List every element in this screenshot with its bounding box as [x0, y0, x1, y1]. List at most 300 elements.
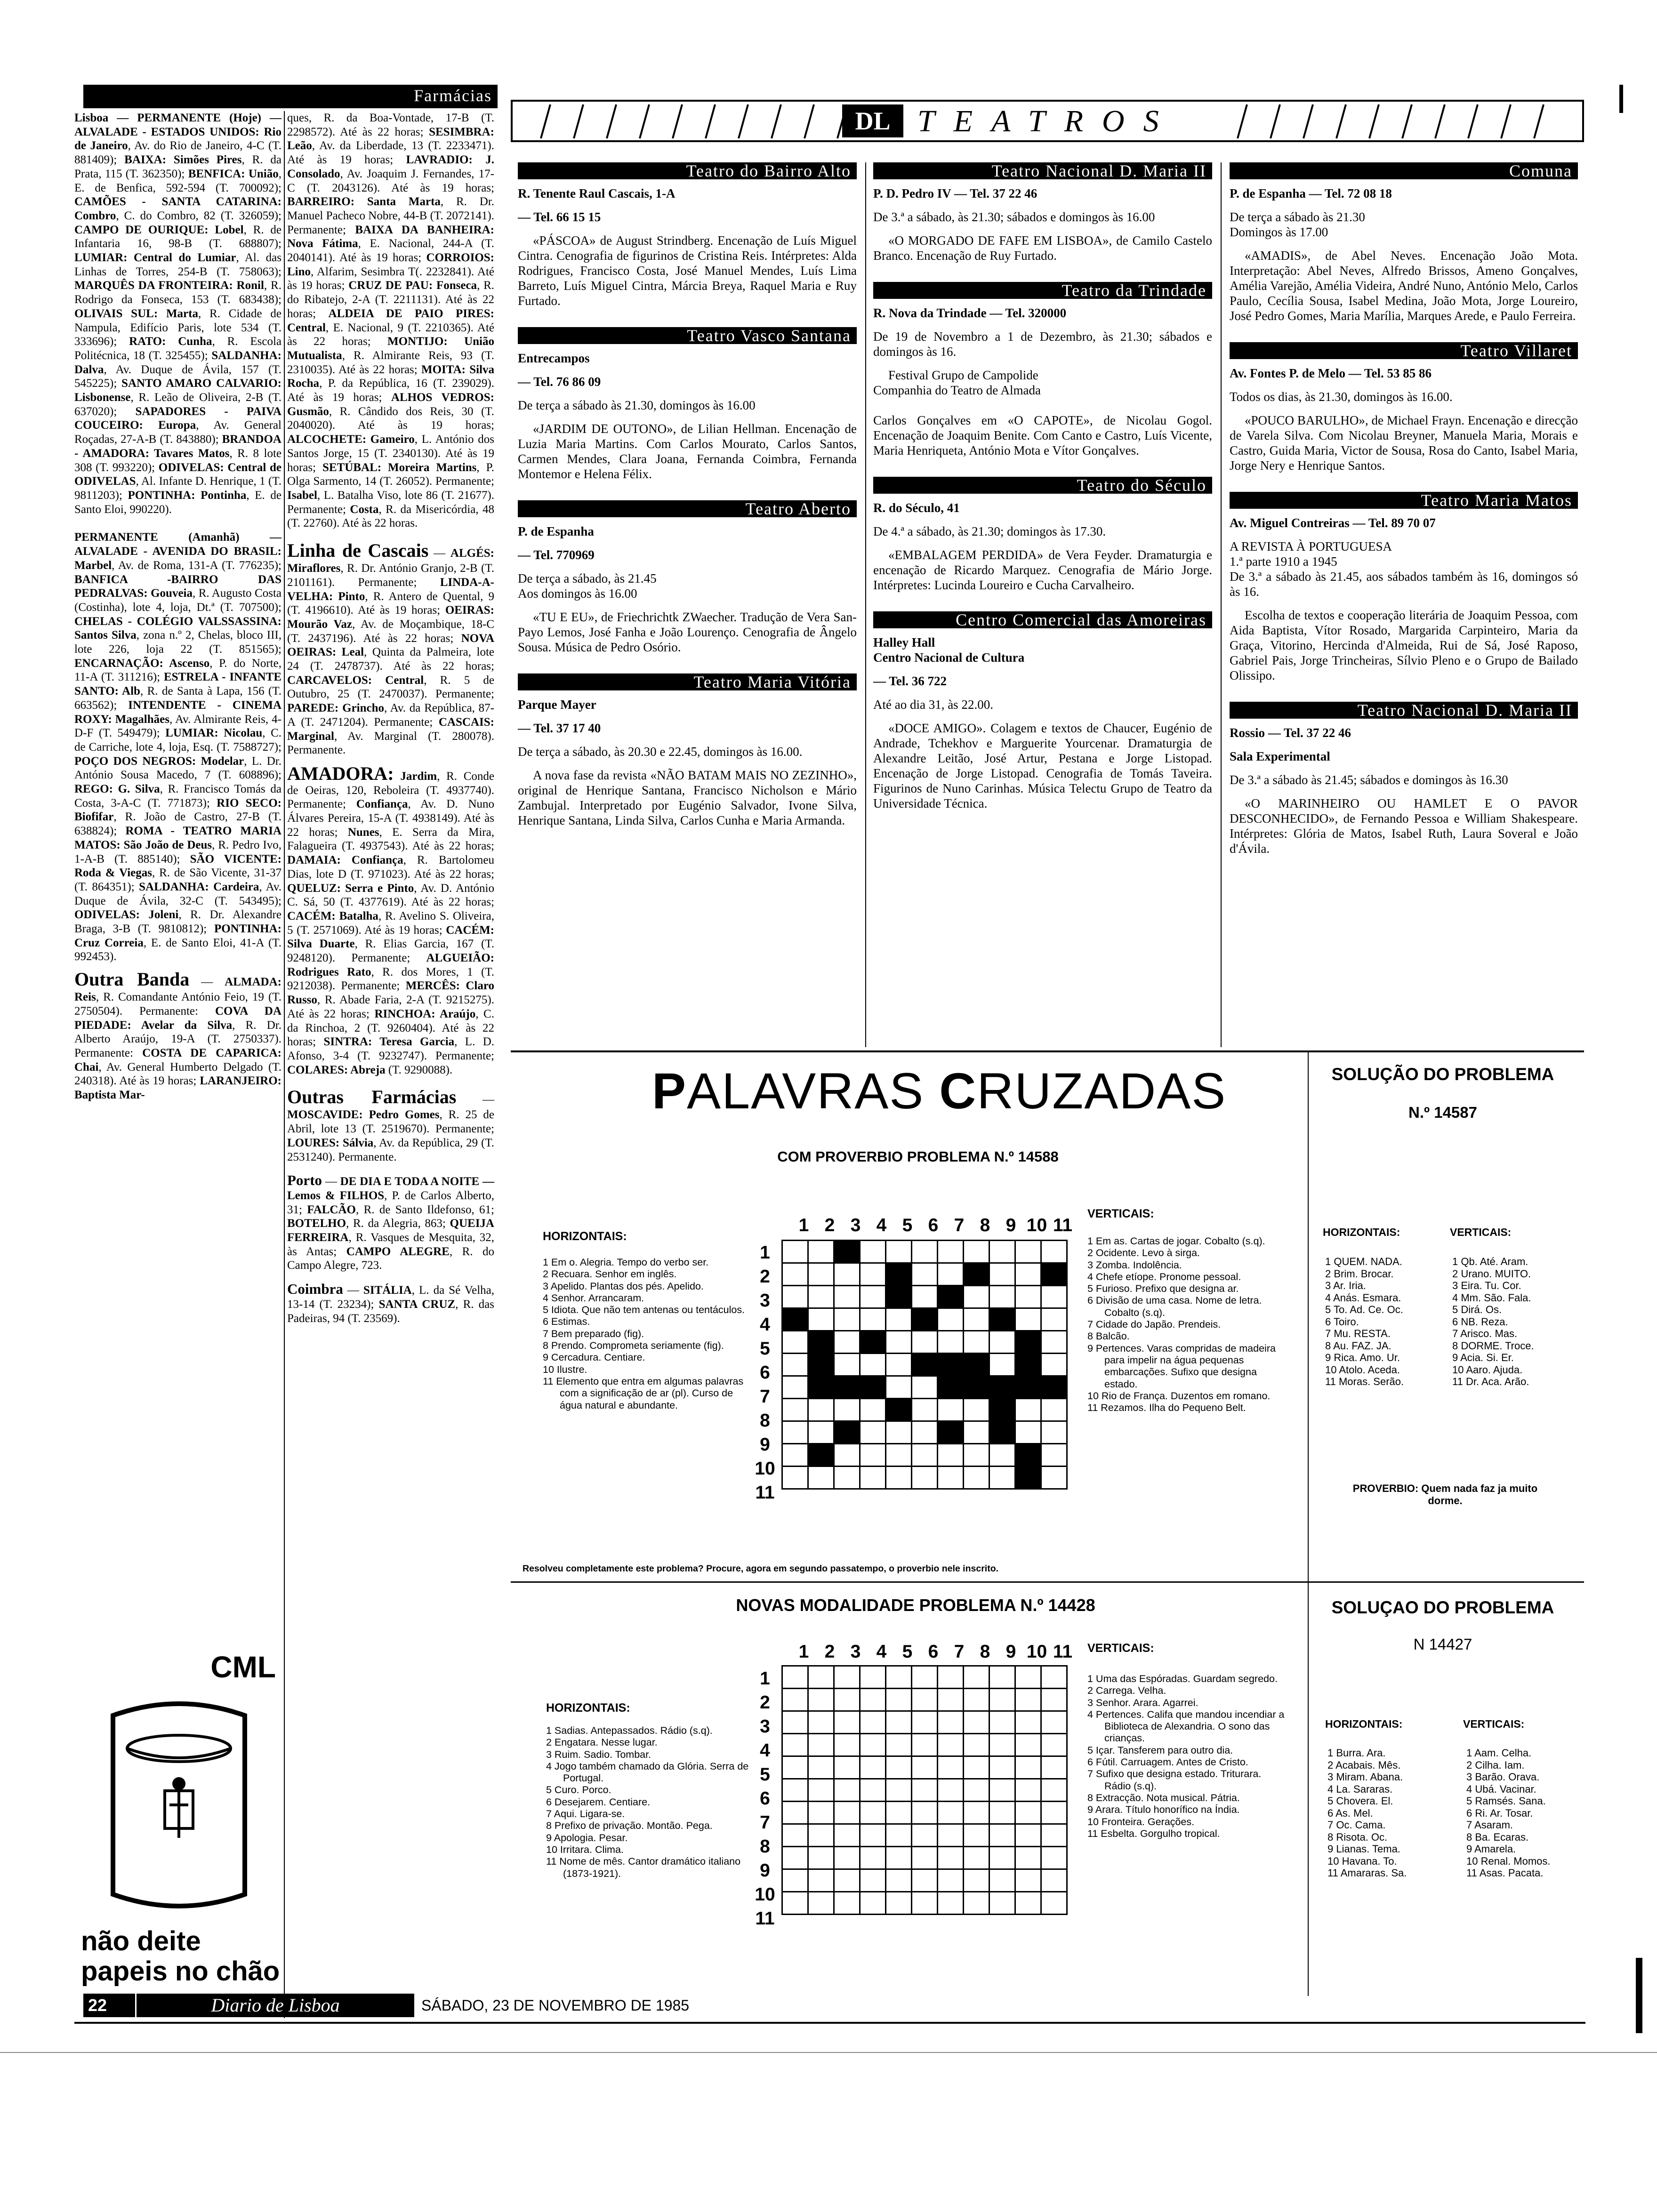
grid-cell[interactable]: [834, 1354, 860, 1376]
clue-item: 11 Dr. Aca. Arão.: [1452, 1376, 1529, 1387]
grid-cell[interactable]: [1041, 1331, 1067, 1354]
grid-cell[interactable]: [989, 1779, 1015, 1802]
grid-cell[interactable]: [912, 1734, 938, 1756]
grid-cell[interactable]: [912, 1779, 938, 1802]
grid-cell[interactable]: [834, 1847, 860, 1869]
grid-cell[interactable]: [886, 1241, 912, 1263]
theatre-listing: [873, 162, 1212, 263]
grid-cell[interactable]: [782, 1869, 808, 1892]
grid-cell[interactable]: [989, 1467, 1015, 1489]
grid-cell[interactable]: [964, 1308, 989, 1331]
grid-cell[interactable]: [782, 1824, 808, 1847]
grid-cell[interactable]: [808, 1467, 834, 1489]
clue-item: 11 Moras. Serão.: [1325, 1376, 1404, 1387]
grid-cell[interactable]: [964, 1892, 989, 1915]
grid-cell[interactable]: [782, 1263, 808, 1286]
grid-cell[interactable]: [782, 1779, 808, 1802]
grid-cell[interactable]: [782, 1421, 808, 1444]
cml-logo: CML: [210, 1650, 276, 1684]
grid-cell[interactable]: [834, 1331, 860, 1354]
grid-cell[interactable]: [860, 1263, 886, 1286]
grid-cell[interactable]: [1015, 1286, 1041, 1308]
crossword2-grid[interactable]: [781, 1665, 1068, 1915]
theatre-listing: [518, 327, 857, 481]
grid-cell[interactable]: [1041, 1892, 1067, 1915]
grid-cell[interactable]: [964, 1286, 989, 1308]
grid-cell[interactable]: [1015, 1734, 1041, 1756]
grid-cell[interactable]: [782, 1354, 808, 1376]
grid-cell[interactable]: [964, 1802, 989, 1824]
grid-cell[interactable]: [1041, 1689, 1067, 1711]
clue-item: 9 Cercadura. Centiare.: [543, 1352, 645, 1363]
masthead: Diario de Lisboa: [137, 1994, 414, 2017]
grid-cell[interactable]: [1015, 1689, 1041, 1711]
grid-black-cell: [886, 1286, 912, 1308]
grid-cell[interactable]: [938, 1711, 964, 1734]
grid-cell[interactable]: [808, 1286, 834, 1308]
theatre-show: Festival Grupo de Campolide Companhia do Teatro de Almada Carlos Gonçalves em «O CAPOTE», de Nicolau Gogol. Encenação de Joaquim Benite. Com Canto e Castro, Luís Vicente, Maria Henriqueta, António Mota e Vítor Gonçalves.: [873, 368, 1212, 457]
grid-cell[interactable]: [989, 1286, 1015, 1308]
grid-cell[interactable]: [808, 1399, 834, 1421]
grid-cell[interactable]: [964, 1241, 989, 1263]
grid-cell[interactable]: [782, 1756, 808, 1779]
clue-item: 4 Jogo também chamado da Glória. Serra de Portugal.: [546, 1760, 749, 1784]
grid-cell[interactable]: [782, 1467, 808, 1489]
clue-item: 10 Fronteira. Gerações.: [1087, 1816, 1195, 1827]
grid-cell[interactable]: [1041, 1286, 1067, 1308]
clue-item: 6 Fútil. Carruagem. Antes de Cristo.: [1087, 1756, 1248, 1768]
grid-cell[interactable]: [860, 1802, 886, 1824]
grid-cell[interactable]: [912, 1263, 938, 1286]
clue-item: 7 Oc. Cama.: [1327, 1819, 1386, 1831]
grid-cell[interactable]: [964, 1847, 989, 1869]
grid-cell[interactable]: [1015, 1824, 1041, 1847]
grid-cell[interactable]: [1041, 1308, 1067, 1331]
grid-column-number: 9: [1005, 1215, 1016, 1235]
grid-cell[interactable]: [912, 1421, 938, 1444]
grid-cell[interactable]: [989, 1666, 1015, 1689]
grid-cell[interactable]: [938, 1331, 964, 1354]
grid-black-cell: [989, 1308, 1015, 1331]
clue-item: 9 Amarela.: [1466, 1843, 1516, 1855]
grid-cell[interactable]: [886, 1802, 912, 1824]
grid-cell[interactable]: [989, 1802, 1015, 1824]
clue-item: 3 Ruim. Sadio. Tombar.: [546, 1748, 652, 1760]
grid-cell[interactable]: [1041, 1241, 1067, 1263]
grid-cell[interactable]: [886, 1779, 912, 1802]
clue-item: 4 Ubá. Vacinar.: [1466, 1783, 1536, 1795]
grid-cell[interactable]: [964, 1666, 989, 1689]
pharmacies-column-2: [287, 111, 494, 1325]
clue-item: 6 Toiro.: [1325, 1315, 1359, 1328]
theatre-show: «TU E EU», de Friechrichtk ZWaecher. Tradução de Vera San-Payo Lemos, José Fanha e João Lourenço. Cenografia de Ângelo Sousa. Música de Pedro Osório.: [518, 610, 857, 654]
grid-cell[interactable]: [782, 1241, 808, 1263]
grid-cell[interactable]: [1015, 1711, 1041, 1734]
grid-cell[interactable]: [912, 1847, 938, 1869]
grid-cell[interactable]: [912, 1331, 938, 1354]
dl-logo: DL: [842, 104, 903, 137]
theatre-show: «AMADIS», de Abel Neves. Encenação João Mota. Interpretação: Abel Neves, Alfredo Brissos, Ameno Gonçalves, Amélia Varejão, Amélia Videira, André Nuno, António Melo, Carlos Paulo, Cecília Sousa, Isabel Medina, João Mota, Jorge Loureiro, José Pedro Gomes, Maria Marília, Marques Arede, e Paulo Ferreira.: [1230, 248, 1578, 323]
grid-cell[interactable]: [938, 1802, 964, 1824]
grid-cell[interactable]: [886, 1666, 912, 1689]
grid-cell[interactable]: [886, 1331, 912, 1354]
grid-black-cell: [834, 1421, 860, 1444]
grid-cell[interactable]: [834, 1734, 860, 1756]
grid-cell[interactable]: [860, 1756, 886, 1779]
grid-cell[interactable]: [989, 1847, 1015, 1869]
grid-cell[interactable]: [834, 1869, 860, 1892]
grid-cell[interactable]: [989, 1263, 1015, 1286]
grid-cell[interactable]: [860, 1666, 886, 1689]
grid-cell[interactable]: [834, 1666, 860, 1689]
grid-cell[interactable]: [782, 1847, 808, 1869]
grid-cell[interactable]: [886, 1892, 912, 1915]
grid-cell[interactable]: [808, 1756, 834, 1779]
crossword1-verticais: [1087, 1235, 1285, 1414]
grid-black-cell: [808, 1331, 834, 1354]
grid-cell[interactable]: [860, 1689, 886, 1711]
theatre-listing: [518, 500, 857, 655]
clue-item: 4 Senhor. Arrancaram.: [543, 1292, 644, 1304]
clue-item: 6 NB. Reza.: [1452, 1315, 1508, 1328]
grid-cell[interactable]: [1041, 1421, 1067, 1444]
crossword2-verticais: [1087, 1673, 1290, 1840]
clue-item: 8 Extracção. Nota musical. Pátria.: [1087, 1792, 1240, 1803]
grid-cell[interactable]: [782, 1802, 808, 1824]
grid-cell[interactable]: [1041, 1734, 1067, 1756]
grid-cell[interactable]: [860, 1734, 886, 1756]
grid-cell[interactable]: [1041, 1779, 1067, 1802]
grid-cell[interactable]: [989, 1869, 1015, 1892]
crossword2-horizontais: [546, 1725, 753, 1880]
grid-cell[interactable]: [989, 1444, 1015, 1467]
grid-cell[interactable]: [834, 1711, 860, 1734]
grid-cell[interactable]: [912, 1286, 938, 1308]
grid-cell[interactable]: [1015, 1779, 1041, 1802]
grid-cell[interactable]: [912, 1666, 938, 1689]
grid-cell[interactable]: [834, 1399, 860, 1421]
grid-black-cell: [938, 1421, 964, 1444]
grid-cell[interactable]: [808, 1666, 834, 1689]
grid-cell[interactable]: [989, 1331, 1015, 1354]
grid-cell[interactable]: [938, 1847, 964, 1869]
grid-cell[interactable]: [886, 1756, 912, 1779]
grid-cell[interactable]: [1041, 1354, 1067, 1376]
grid-cell[interactable]: [938, 1666, 964, 1689]
grid-cell[interactable]: [834, 1779, 860, 1802]
grid-cell[interactable]: [808, 1421, 834, 1444]
grid-cell[interactable]: [886, 1308, 912, 1331]
grid-cell[interactable]: [860, 1444, 886, 1467]
grid-cell[interactable]: [860, 1308, 886, 1331]
theatre-name: Teatro Aberto: [518, 500, 857, 517]
grid-column-number: 1: [798, 1215, 809, 1235]
grid-row-number: 4: [760, 1314, 770, 1335]
grid-column-number: 11: [1053, 1642, 1073, 1662]
crossword2-row-numbers: [753, 1668, 777, 1951]
grid-cell[interactable]: [1041, 1666, 1067, 1689]
grid-cell[interactable]: [938, 1241, 964, 1263]
grid-cell[interactable]: [808, 1779, 834, 1802]
grid-cell[interactable]: [808, 1263, 834, 1286]
grid-cell[interactable]: [1015, 1241, 1041, 1263]
clue-item: 7 Sufixo que designa estado. Triturara. Rádio (s.q).: [1087, 1768, 1262, 1792]
theatre-listing: [873, 282, 1212, 458]
grid-cell[interactable]: [1015, 1399, 1041, 1421]
grid-column-number: 4: [876, 1642, 887, 1662]
grid-cell[interactable]: [938, 1869, 964, 1892]
grid-cell[interactable]: [989, 1241, 1015, 1263]
grid-cell[interactable]: [1015, 1802, 1041, 1824]
cml-advert: [75, 1645, 281, 2003]
grid-cell[interactable]: [938, 1756, 964, 1779]
grid-cell[interactable]: [938, 1444, 964, 1467]
grid-cell[interactable]: [912, 1467, 938, 1489]
clue-item: 9 Acia. Si. Er.: [1452, 1352, 1514, 1363]
grid-cell[interactable]: [1015, 1869, 1041, 1892]
theatre-address: R. do Século, 41: [873, 501, 960, 515]
grid-cell[interactable]: [782, 1286, 808, 1308]
grid-cell[interactable]: [964, 1869, 989, 1892]
grid-cell[interactable]: [834, 1286, 860, 1308]
grid-row-number: 8: [760, 1836, 770, 1857]
grid-cell[interactable]: [912, 1869, 938, 1892]
solution1-horizontais: [1325, 1256, 1445, 1388]
grid-cell[interactable]: [912, 1711, 938, 1734]
grid-cell[interactable]: [1015, 1892, 1041, 1915]
clue-item: 3 Eira. Tu. Cor.: [1452, 1280, 1521, 1291]
grid-cell[interactable]: [860, 1399, 886, 1421]
grid-column-number: 7: [954, 1642, 965, 1662]
grid-cell[interactable]: [782, 1892, 808, 1915]
theatre-address: Halley Hall Centro Nacional de Cultura: [873, 635, 1025, 665]
grid-cell[interactable]: [808, 1802, 834, 1824]
grid-cell[interactable]: [938, 1824, 964, 1847]
clue-item: 2 Cilha. Iam.: [1466, 1759, 1525, 1771]
grid-cell[interactable]: [1041, 1711, 1067, 1734]
theatre-address: R. Tenente Raul Cascais, 1-A: [518, 186, 676, 200]
grid-cell[interactable]: [860, 1869, 886, 1892]
grid-cell[interactable]: [938, 1779, 964, 1802]
clue-item: 9 Apologia. Pesar.: [546, 1832, 628, 1843]
grid-cell[interactable]: [1015, 1666, 1041, 1689]
grid-cell[interactable]: [782, 1331, 808, 1354]
grid-cell[interactable]: [964, 1779, 989, 1802]
grid-cell[interactable]: [1015, 1308, 1041, 1331]
grid-cell[interactable]: [1041, 1444, 1067, 1467]
grid-cell[interactable]: [912, 1802, 938, 1824]
grid-cell[interactable]: [834, 1263, 860, 1286]
clue-item: 10 Ilustre.: [543, 1363, 587, 1375]
theatre-phone: — Tel. 76 86 09: [518, 375, 601, 389]
grid-cell[interactable]: [860, 1241, 886, 1263]
grid-cell[interactable]: [989, 1734, 1015, 1756]
solution1-verticais-label: VERTICAIS:: [1450, 1226, 1512, 1238]
grid-cell[interactable]: [834, 1824, 860, 1847]
grid-cell[interactable]: [782, 1734, 808, 1756]
theatre-name: Teatro do Século: [873, 477, 1212, 494]
grid-cell[interactable]: [1015, 1756, 1041, 1779]
grid-cell[interactable]: [938, 1263, 964, 1286]
grid-cell[interactable]: [938, 1892, 964, 1915]
grid-cell[interactable]: [989, 1354, 1015, 1376]
grid-cell[interactable]: [912, 1756, 938, 1779]
grid-cell[interactable]: [938, 1734, 964, 1756]
theatre-show: «O MORGADO DE FAFE EM LISBOA», de Camilo Castelo Branco. Encenação de Ruy Furtado.: [873, 233, 1212, 263]
grid-cell[interactable]: [938, 1399, 964, 1421]
grid-cell[interactable]: [782, 1376, 808, 1399]
grid-cell[interactable]: [860, 1711, 886, 1734]
theatre-address: R. Nova da Trindade — Tel. 320000: [873, 306, 1067, 320]
clue-item: 9 Rica. Amo. Ur.: [1325, 1352, 1400, 1363]
grid-cell[interactable]: [808, 1241, 834, 1263]
grid-cell[interactable]: [912, 1376, 938, 1399]
grid-cell[interactable]: [964, 1734, 989, 1756]
grid-column-number: 3: [850, 1642, 861, 1662]
grid-cell[interactable]: [964, 1756, 989, 1779]
grid-cell[interactable]: [886, 1444, 912, 1467]
grid-cell[interactable]: [834, 1892, 860, 1915]
grid-cell[interactable]: [834, 1467, 860, 1489]
grid-cell[interactable]: [808, 1824, 834, 1847]
pharmacy-block: ques, R. da Boa-Vontade, 17-B (T. 2298572). Até às 22 horas; SESIMBRA: Leão, Av. da Liberdade, 13 (T. 2233471). Até às 19 horas; LAVRADIO: J. Consolado, Av. Joaquim J. Fernandes, 17-C (T. 2043126). Até às 19 horas; BARREIRO: Santa Marta, R. Dr. Manuel Pacheco Nobre, 44-B (T. 2072141). Permanente; BAIXA DA BANHEIRA: Nova Fátima, E. Nacional, 244-A (T. 2040141). Até às 19 horas; CORROIOS: Lino, Alfarim, Sesimbra T(. 2232841). Até às 19 horas; CRUZ DE PAU: Fonseca, R. do Ribatejo, 2-A (T. 2211131). Até às 22 horas; ALDEIA DE PAIO PIRES: Central, E. Nacional, 9 (T. 2210365). Até às 22 horas; MONTIJO: União Mutualista, R. Almirante Reis, 93 (T. 2310035). Até às 22 horas; MOITA: Silva Rocha, P. da República, 16 (T. 239029). Até às 19 horas; ALHOS VEDROS: Gusmão, R. Cândido dos Reis, 30 (T. 2040020). Até às 19 horas; ALCOCHETE: Gameiro, L. António dos Santos Jorge, 15 (T. 2340130). Até às 19 horas; SETÚBAL: Moreira Martins, P. Olga Sarmento, 14 (T. 26052). Permanente; Isabel, L. Batalha Viso, lote 86 (T. 21677). Permanente; Costa, R. da Misericórdia, 48 (T. 22760). Até às 22 horas.: [287, 112, 495, 530]
grid-cell[interactable]: [808, 1308, 834, 1331]
crossword1-verticais-label: VERTICAIS:: [1087, 1207, 1154, 1220]
theatre-show: «JARDIM DE OUTONO», de Lilian Hellman. Encenação de Luzia Maria Martins. Com Carlos Mourato, Carlos Santos, Carmen Mendes, Clara Joana, Fernanda Coimbra, Fernanda Montemor e Helena Félix.: [518, 422, 857, 481]
grid-cell[interactable]: [886, 1467, 912, 1489]
clue-item: 10 Rio de França. Duzentos em romano.: [1087, 1390, 1271, 1402]
clue-item: 2 Carrega. Velha.: [1087, 1685, 1166, 1697]
grid-cell[interactable]: [782, 1711, 808, 1734]
theatre-listing: [1230, 342, 1578, 473]
grid-cell[interactable]: [834, 1444, 860, 1467]
theatres-column-3: [1230, 162, 1578, 875]
grid-cell[interactable]: [808, 1869, 834, 1892]
grid-row-number: 9: [760, 1860, 770, 1881]
grid-cell[interactable]: [886, 1869, 912, 1892]
crossword2-title: NOVAS MODALIDADE PROBLEMA N.º 14428: [736, 1595, 1095, 1615]
grid-cell[interactable]: [912, 1689, 938, 1711]
grid-cell[interactable]: [860, 1467, 886, 1489]
grid-cell[interactable]: [964, 1331, 989, 1354]
grid-cell[interactable]: [808, 1711, 834, 1734]
grid-black-cell: [989, 1399, 1015, 1421]
grid-cell[interactable]: [834, 1689, 860, 1711]
grid-cell[interactable]: [964, 1399, 989, 1421]
grid-cell[interactable]: [886, 1376, 912, 1399]
grid-cell[interactable]: [1015, 1847, 1041, 1869]
grid-cell[interactable]: [886, 1824, 912, 1847]
grid-cell[interactable]: [860, 1847, 886, 1869]
grid-cell[interactable]: [860, 1354, 886, 1376]
theatre-name: Teatro Nacional D. Maria II: [873, 162, 1212, 179]
grid-cell[interactable]: [860, 1421, 886, 1444]
grid-black-cell: [860, 1376, 886, 1399]
theatre-listing: [518, 673, 857, 828]
crossword1-row-numbers: [753, 1242, 777, 1525]
grid-black-cell: [938, 1376, 964, 1399]
grid-cell[interactable]: [886, 1421, 912, 1444]
grid-cell[interactable]: [1041, 1756, 1067, 1779]
grid-cell[interactable]: [782, 1444, 808, 1467]
crossword1-grid[interactable]: [781, 1240, 1068, 1490]
grid-cell[interactable]: [964, 1421, 989, 1444]
grid-cell[interactable]: [989, 1711, 1015, 1734]
grid-cell[interactable]: [938, 1308, 964, 1331]
clue-item: 8 Au. FAZ. JA.: [1325, 1339, 1392, 1352]
pharmacy-block: Porto — DE DIA E TODA A NOITE — Lemos & FILHOS, P. de Carlos Alberto, 31; FALCÃO, R. de Santo Ildefonso, 61; BOTELHO, R. da Alegria, 863; QUEIJA FERREIRA, R. Vasques de Mesquita, 32, às Antas; CAMPO ALEGRE, R. do Campo Alegre, 723.: [287, 1172, 495, 1272]
theatre-address: Av. Fontes P. de Melo — Tel. 53 85 86: [1230, 366, 1432, 380]
grid-black-cell: [834, 1241, 860, 1263]
grid-cell[interactable]: [964, 1824, 989, 1847]
clue-item: 8 Risota. Oc.: [1327, 1831, 1388, 1843]
grid-cell[interactable]: [989, 1892, 1015, 1915]
grid-cell[interactable]: [912, 1399, 938, 1421]
grid-cell[interactable]: [964, 1467, 989, 1489]
grid-cell[interactable]: [808, 1734, 834, 1756]
solution2-verticais-label: VERTICAIS:: [1463, 1718, 1525, 1730]
grid-cell[interactable]: [886, 1354, 912, 1376]
grid-cell[interactable]: [1041, 1824, 1067, 1847]
grid-cell[interactable]: [1041, 1399, 1067, 1421]
grid-cell[interactable]: [886, 1734, 912, 1756]
grid-cell[interactable]: [782, 1689, 808, 1711]
grid-cell[interactable]: [989, 1824, 1015, 1847]
logo-letter-p: P: [652, 1062, 687, 1119]
clue-item: 5 Dirá. Os.: [1452, 1304, 1502, 1315]
grid-cell[interactable]: [1041, 1802, 1067, 1824]
grid-cell[interactable]: [860, 1779, 886, 1802]
grid-cell[interactable]: [1015, 1263, 1041, 1286]
grid-cell[interactable]: [860, 1892, 886, 1915]
grid-cell[interactable]: [964, 1711, 989, 1734]
grid-cell[interactable]: [834, 1802, 860, 1824]
grid-cell[interactable]: [860, 1286, 886, 1308]
grid-cell[interactable]: [912, 1892, 938, 1915]
grid-cell[interactable]: [964, 1689, 989, 1711]
grid-cell[interactable]: [808, 1689, 834, 1711]
grid-cell[interactable]: [808, 1892, 834, 1915]
grid-cell[interactable]: [834, 1308, 860, 1331]
grid-cell[interactable]: [989, 1756, 1015, 1779]
crossword1-horizontais-label: HORIZONTAIS:: [543, 1230, 627, 1243]
grid-column-number: 10: [1026, 1642, 1047, 1662]
grid-cell[interactable]: [834, 1756, 860, 1779]
grid-cell[interactable]: [912, 1241, 938, 1263]
grid-cell[interactable]: [989, 1689, 1015, 1711]
grid-cell[interactable]: [964, 1444, 989, 1467]
grid-cell[interactable]: [886, 1689, 912, 1711]
clue-item: 5 Ramsés. Sana.: [1466, 1795, 1546, 1807]
grid-cell[interactable]: [938, 1689, 964, 1711]
grid-cell[interactable]: [1015, 1421, 1041, 1444]
grid-cell[interactable]: [808, 1847, 834, 1869]
grid-cell[interactable]: [912, 1444, 938, 1467]
crossword1-title: COM PROVERBIO PROBLEMA N.º 14588: [777, 1148, 1059, 1165]
grid-cell[interactable]: [1041, 1467, 1067, 1489]
grid-cell[interactable]: [1041, 1869, 1067, 1892]
grid-cell[interactable]: [886, 1847, 912, 1869]
grid-cell[interactable]: [860, 1824, 886, 1847]
grid-cell[interactable]: [912, 1824, 938, 1847]
grid-black-cell: [912, 1308, 938, 1331]
grid-black-cell: [886, 1399, 912, 1421]
grid-cell[interactable]: [1041, 1847, 1067, 1869]
grid-cell[interactable]: [782, 1666, 808, 1689]
grid-cell[interactable]: [782, 1399, 808, 1421]
grid-cell[interactable]: [886, 1711, 912, 1734]
grid-cell[interactable]: [938, 1467, 964, 1489]
